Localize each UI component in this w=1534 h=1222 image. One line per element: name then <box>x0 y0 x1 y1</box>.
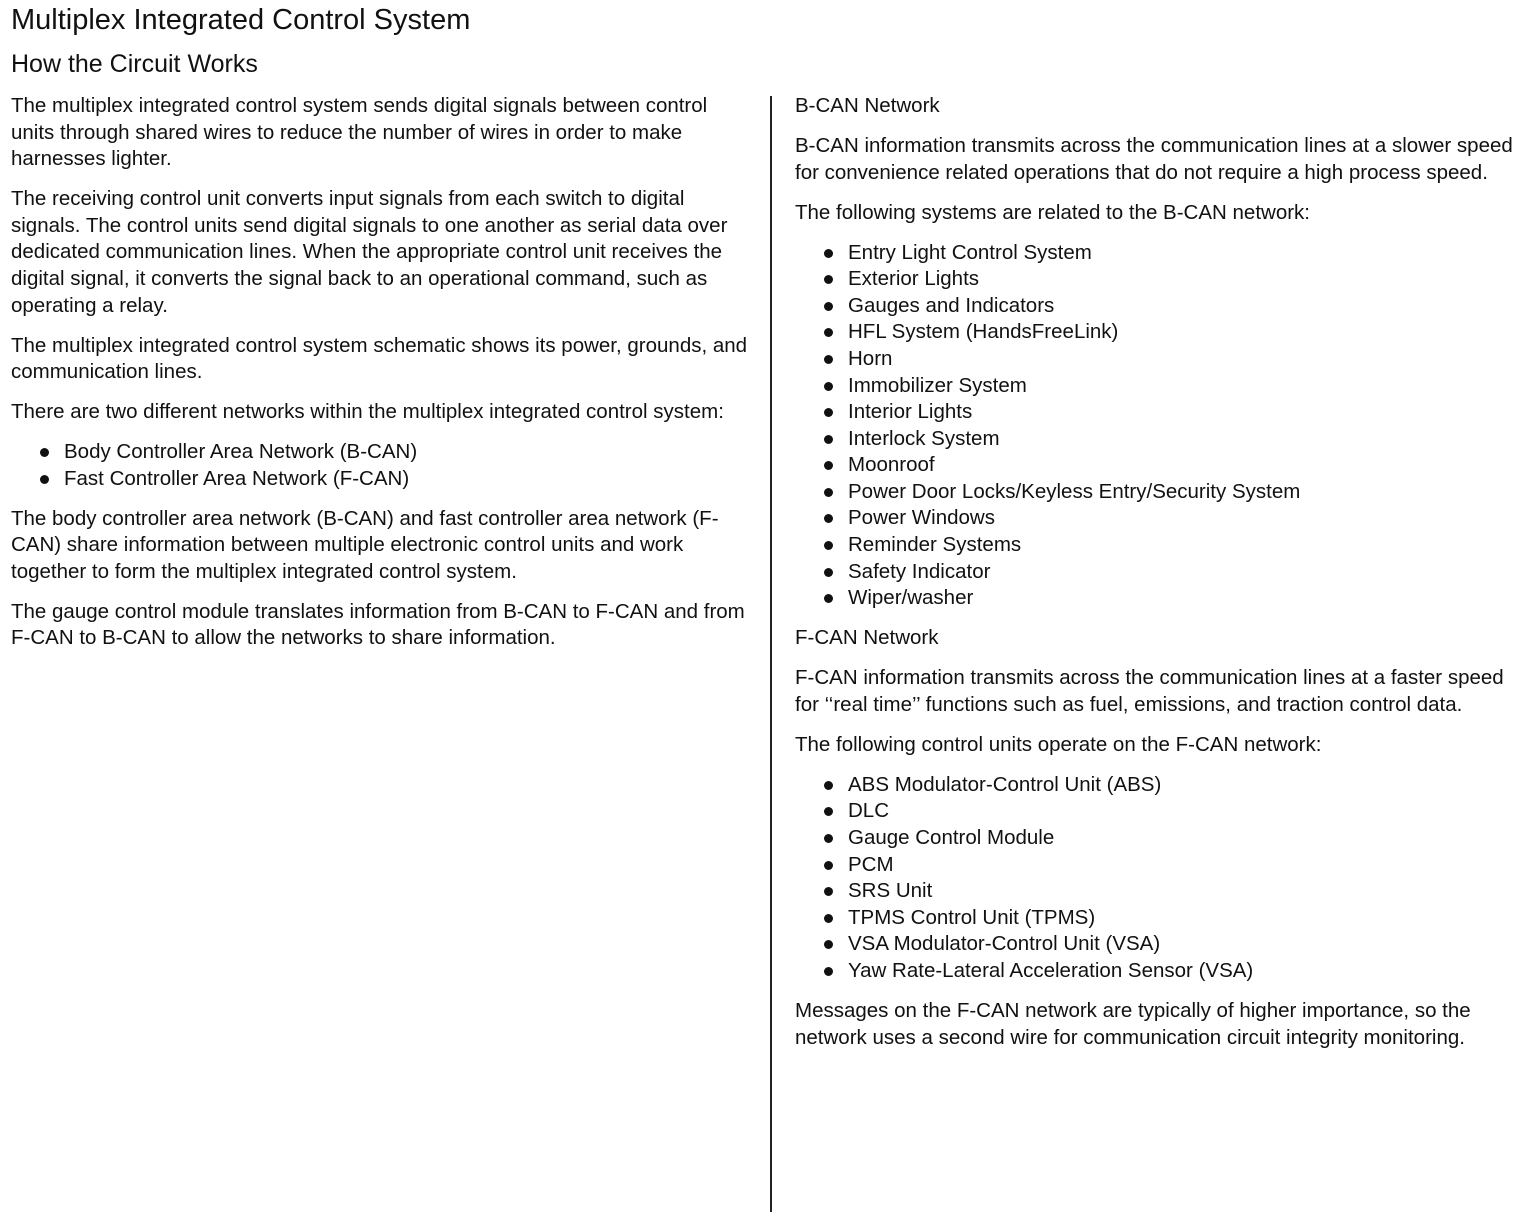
bullet-icon <box>824 382 833 391</box>
list-item-label: Gauge Control Module <box>848 825 1055 849</box>
list-item-label: Fast Controller Area Network (F-CAN) <box>64 466 410 490</box>
list-item-label: Horn <box>848 346 893 370</box>
bullet-icon <box>824 355 833 364</box>
list-item-label: ABS Modulator-Control Unit (ABS) <box>848 772 1162 796</box>
list-item <box>795 479 1530 506</box>
list-item-label: PCM <box>848 852 894 876</box>
bullet-icon <box>40 475 49 484</box>
list-item <box>795 373 1530 400</box>
bullet-icon <box>824 275 833 284</box>
gauge-module-paragraph: The gauge control module translates information from B-CAN to F-CAN and from F-CAN to B-CAN to allow the networks to share information. <box>11 599 745 650</box>
networks-share-paragraph: The body controller area network (B-CAN) and fast controller area network (F-CAN) share information between multiple electronic control units and work together to form the multiplex integrated control system. <box>11 506 719 583</box>
list-item-label: Moonroof <box>848 453 935 477</box>
list-item-label: DLC <box>848 799 890 823</box>
bullet-icon <box>40 448 49 457</box>
list-item <box>795 585 1530 612</box>
intro-paragraph: The multiplex integrated control system sends digital signals between control units through shared wires to reduce the number of wires in order to make harnesses lighter. <box>11 94 708 171</box>
list-item <box>795 426 1530 453</box>
list-item <box>795 319 1530 346</box>
networks-intro-paragraph: There are two different networks within the multiplex integrated control system: <box>11 400 724 424</box>
list-item <box>795 452 1530 479</box>
bcan-heading: B-CAN Network <box>795 94 940 117</box>
section-title: How the Circuit Works <box>11 50 258 78</box>
list-item <box>795 293 1530 320</box>
bullet-icon <box>824 967 833 976</box>
list-item-label: Exterior Lights <box>848 267 980 291</box>
list-item <box>795 505 1530 532</box>
bullet-icon <box>824 488 833 497</box>
bullet-icon <box>824 302 833 311</box>
bullet-icon <box>824 435 833 444</box>
list-item-label: Safety Indicator <box>848 559 991 583</box>
list-item <box>795 798 1530 825</box>
column-divider <box>770 96 772 1212</box>
list-item <box>11 439 751 466</box>
list-item <box>795 931 1530 958</box>
list-item-label: Wiper/washer <box>848 586 974 610</box>
list-item <box>11 466 751 493</box>
list-item <box>795 772 1530 799</box>
list-item <box>795 240 1530 267</box>
list-item-label: Interior Lights <box>848 400 973 424</box>
schematic-paragraph: The multiplex integrated control system schematic shows its power, grounds, and communication lines. <box>11 333 748 384</box>
bcan-description: B-CAN information transmits across the communication lines at a slower speed for convenience related operations that do not require a high process speed. <box>795 133 1513 184</box>
list-item-label: Entry Light Control System <box>848 240 1092 264</box>
list-item <box>795 346 1530 373</box>
bullet-icon <box>824 861 833 870</box>
bullet-icon <box>824 568 833 577</box>
left-column <box>11 93 751 665</box>
list-item-label: Immobilizer System <box>848 373 1027 397</box>
list-item-label: Yaw Rate-Lateral Acceleration Sensor (VSA) <box>848 958 1254 982</box>
list-item <box>795 825 1530 852</box>
fcan-heading: F-CAN Network <box>795 626 939 650</box>
list-item-label: Gauges and Indicators <box>848 293 1055 317</box>
fcan-units-intro: The following control units operate on the F-CAN network: <box>795 732 1322 756</box>
list-item-label: TPMS Control Unit (TPMS) <box>848 905 1096 929</box>
list-item-label: Power Door Locks/Keyless Entry/Security System <box>848 479 1301 503</box>
networks-list <box>11 439 751 492</box>
list-item <box>795 399 1530 426</box>
bullet-icon <box>824 541 833 550</box>
bullet-icon <box>824 408 833 417</box>
bullet-icon <box>824 514 833 523</box>
bullet-icon <box>824 940 833 949</box>
fcan-units-list <box>795 772 1530 985</box>
bullet-icon <box>824 887 833 896</box>
bullet-icon <box>824 328 833 337</box>
fcan-description: F-CAN information transmits across the communication lines at a faster speed for ‘‘real time’’ functions such as fuel, emissions, and traction control data. <box>795 666 1504 716</box>
list-item <box>795 559 1530 586</box>
list-item-label: HFL System (HandsFreeLink) <box>848 320 1119 344</box>
conversion-paragraph: The receiving control unit converts input signals from each switch to digital signals. The control units send digital signals to one another as serial data over dedicated communication lines. When the appropriate control unit receives the digital signal, it converts the signal back to an operational command, such as operating a relay. <box>11 187 728 317</box>
list-item-label: SRS Unit <box>848 879 933 903</box>
list-item <box>795 878 1530 905</box>
list-item-label: VSA Modulator-Control Unit (VSA) <box>848 932 1161 956</box>
right-column <box>795 93 1530 1065</box>
list-item <box>795 266 1530 293</box>
bcan-systems-intro: The following systems are related to the B-CAN network: <box>795 200 1310 224</box>
fcan-importance-paragraph: Messages on the F-CAN network are typically of higher importance, so the network uses a second wire for communication circuit integrity monitoring. <box>795 998 1471 1049</box>
bullet-icon <box>824 249 833 258</box>
list-item-label: Interlock System <box>848 426 1000 450</box>
list-item <box>795 852 1530 879</box>
bullet-icon <box>824 781 833 790</box>
bullet-icon <box>824 834 833 843</box>
bcan-systems-list <box>795 240 1530 612</box>
list-item <box>795 532 1530 559</box>
bullet-icon <box>824 594 833 603</box>
page-title: Multiplex Integrated Control System <box>11 4 471 36</box>
list-item-label: Reminder Systems <box>848 533 1022 557</box>
bullet-icon <box>824 807 833 816</box>
bullet-icon <box>824 461 833 470</box>
list-item-label: Body Controller Area Network (B-CAN) <box>64 440 418 464</box>
list-item-label: Power Windows <box>848 506 995 530</box>
bullet-icon <box>824 914 833 923</box>
list-item <box>795 958 1530 985</box>
list-item <box>795 905 1530 932</box>
